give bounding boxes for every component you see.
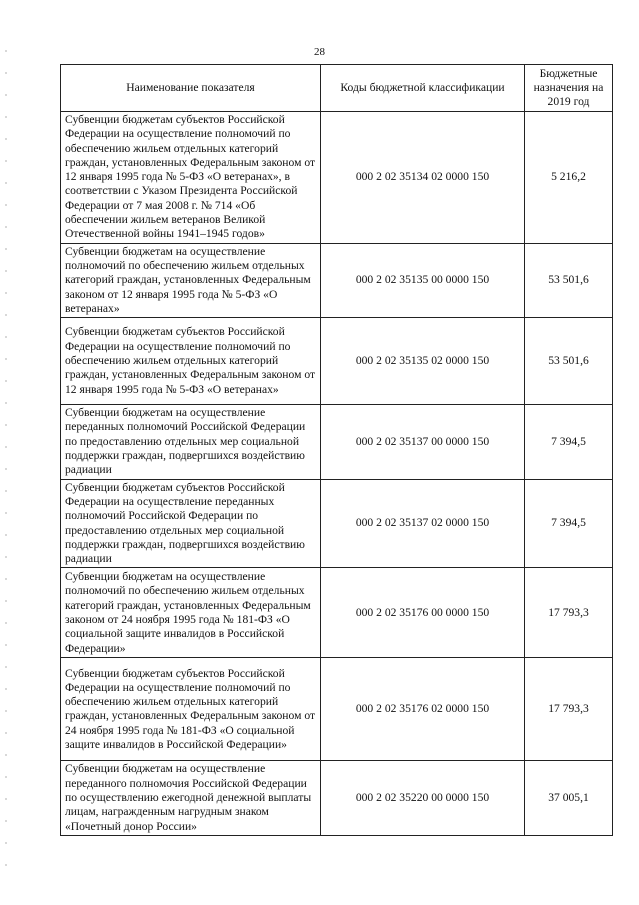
header-name: Наименование показателя bbox=[61, 65, 321, 112]
row-name: Субвенции бюджетам субъектов Российской Федерации на осуществление полномочий по обеспечению жильем отдельных категорий граждан, установленных Федеральным законом от 12 января 1995 года № 5-ФЗ «О ветеранах», в соответствии с Указом Президента Российской Федерации от 7 мая 2008 г. № 714 «Об обеспечении жильем ветеранов Великой Отечественной войны 1941–1945 годов» bbox=[61, 112, 321, 244]
row-amount: 17 793,3 bbox=[525, 568, 613, 658]
row-name: Субвенции бюджетам на осуществление переданных полномочий Российской Федерации по предоставлению отдельных мер социальной поддержки граждан, подвергшихся воздействию радиации bbox=[61, 405, 321, 479]
row-amount: 7 394,5 bbox=[525, 405, 613, 479]
table-row bbox=[61, 112, 613, 244]
row-code: 000 2 02 35134 02 0000 150 bbox=[321, 112, 525, 244]
row-amount: 5 216,2 bbox=[525, 112, 613, 244]
table-row bbox=[61, 568, 613, 658]
row-code: 000 2 02 35176 02 0000 150 bbox=[321, 658, 525, 761]
row-code: 000 2 02 35137 00 0000 150 bbox=[321, 405, 525, 479]
table-row bbox=[61, 479, 613, 568]
row-code: 000 2 02 35135 00 0000 150 bbox=[321, 243, 525, 317]
row-name: Субвенции бюджетам на осуществление полномочий по обеспечению жильем отдельных категорий граждан, установленных Федеральным законом от 24 ноября 1995 года № 181-ФЗ «О социальной защите инвалидов в Российской Федерации» bbox=[61, 568, 321, 658]
table-row bbox=[61, 761, 613, 835]
row-name: Субвенции бюджетам субъектов Российской Федерации на осуществление полномочий по обеспечению жильем отдельных категорий граждан, установленных Федеральным законом от 24 ноября 1995 года № 181-ФЗ «О социальной защите инвалидов в Российской Федерации» bbox=[61, 658, 321, 761]
row-amount: 53 501,6 bbox=[525, 318, 613, 405]
row-amount: 17 793,3 bbox=[525, 658, 613, 761]
table-header-row bbox=[61, 65, 613, 112]
table-row bbox=[61, 318, 613, 405]
budget-table bbox=[60, 64, 613, 836]
row-code: 000 2 02 35176 00 0000 150 bbox=[321, 568, 525, 658]
table-row bbox=[61, 658, 613, 761]
row-amount: 53 501,6 bbox=[525, 243, 613, 317]
row-name: Субвенции бюджетам на осуществление полномочий по обеспечению жильем отдельных категорий граждан, установленных Федеральным законом от 12 января 1995 года № 5-ФЗ «О ветеранах» bbox=[61, 243, 321, 317]
row-code: 000 2 02 35220 00 0000 150 bbox=[321, 761, 525, 835]
row-amount: 37 005,1 bbox=[525, 761, 613, 835]
row-code: 000 2 02 35135 02 0000 150 bbox=[321, 318, 525, 405]
row-amount: 7 394,5 bbox=[525, 479, 613, 568]
row-name: Субвенции бюджетам субъектов Российской Федерации на осуществление полномочий по обеспечению жильем отдельных категорий граждан, установленных Федеральным законом от 12 января 1995 года № 5-ФЗ «О ветеранах» bbox=[61, 318, 321, 405]
row-name: Субвенции бюджетам субъектов Российской Федерации на осуществление переданных полномочий Российской Федерации по предоставлению отдельных мер социальной поддержки граждан, подвергшихся воздействию радиации bbox=[61, 479, 321, 568]
table-row bbox=[61, 243, 613, 317]
table-row bbox=[61, 405, 613, 479]
page-number: 28 bbox=[314, 46, 325, 58]
margin-binding-dots bbox=[5, 40, 7, 880]
row-name: Субвенции бюджетам на осуществление переданного полномочия Российской Федерации по осуществлению ежегодной денежной выплаты лицам, награжденным нагрудным знаком «Почетный донор России» bbox=[61, 761, 321, 835]
header-code: Коды бюджетной классификации bbox=[321, 65, 525, 112]
row-code: 000 2 02 35137 02 0000 150 bbox=[321, 479, 525, 568]
header-amount: Бюджетные назначения на 2019 год bbox=[525, 65, 613, 112]
